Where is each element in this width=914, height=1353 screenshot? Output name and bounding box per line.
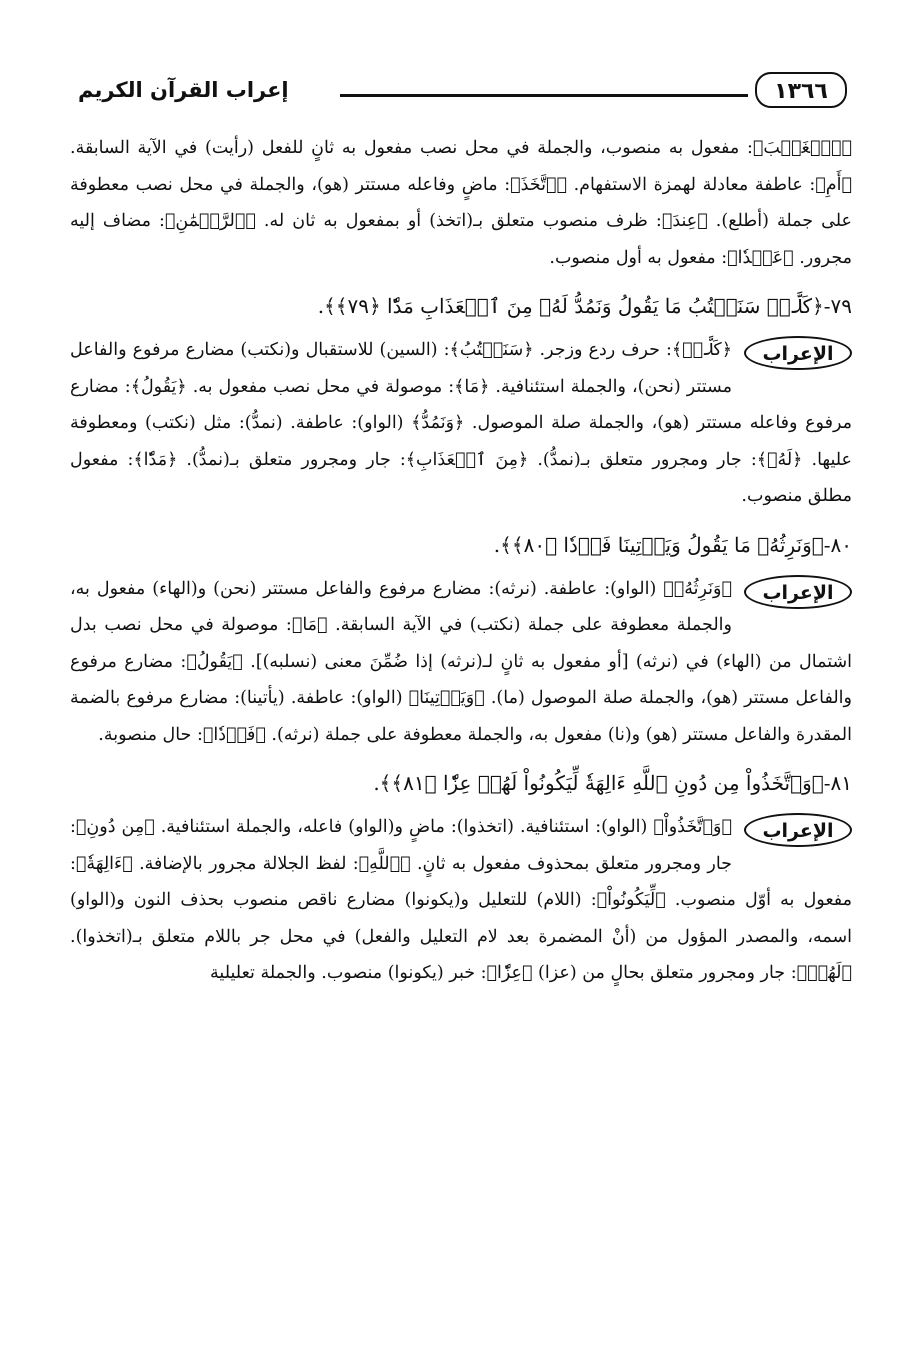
irab-paragraph: ﴿وَنَرِثُهُۥ﴾ (الواو): عاطفة. (نرثه): مضارع مرفوع والفاعل مستتر (نحن) و(الهاء) مفعول به، والجملة معطوفة على جملة (نكتب) في الآية السابقة. ﴿مَا﴾: موصولة في محل نصب بدل اشتمال من (الهاء) في (نرثه) [أو مفعول به ثانٍ لـ(نرثه) إذا ضُمِّنَ معنى (نسلبه)]. ﴿يَقُولُ﴾: مضارع مرفوع والفاعل مستتر (هو)، والجملة صلة الموصول (ما). ﴿وَيَأۡتِينَا﴾ (الواو): عاطفة. (يأتينا): مضارع مرفوع بالضمة المقدرة والفاعل مستتر (هو) و(نا) مفعول به، والجملة معطوفة على جملة (نرثه). ﴿فَرۡدٗا﴾: حال منصوبة. bbox=[70, 578, 852, 745]
book-title: إعراب القرآن الكريم bbox=[78, 78, 289, 102]
main-content bbox=[70, 130, 852, 992]
section-81 bbox=[70, 763, 852, 992]
irab-label: الإعراب bbox=[744, 575, 852, 609]
irab-paragraph: ﴿كَلَّآۚ﴾: حرف ردع وزجر. ﴿سَنَكۡتُبُ﴾: (السين) للاستقبال و(نكتب) مضارع مرفوع والفاعل مستتر (نحن)، والجملة استئنافية. ﴿مَا﴾: موصولة في محل نصب مفعول به. ﴿يَقُولُ﴾: مضارع مرفوع وفاعله مستتر (هو)، والجملة صلة الموصول. ﴿وَنَمُدُّ﴾ (الواو): عاطفة. (نمدُّ): مثل (نكتب) ومعطوفة عليها. ﴿لَهُۥ﴾: جار ومجرور متعلق بـ(نمدُّ). ﴿مِنَ ٱلۡعَذَابِ﴾: جار ومجرور متعلق بـ(نمدُّ). ﴿مَدّٗا﴾: مفعول مطلق منصوب. bbox=[70, 340, 852, 506]
verse-79: ٧٩-﴿كَلَّاۚ سَنَكۡتُبُ مَا يَقُولُ وَنَمُدُّ لَهُۥ مِنَ ٱلۡعَذَابِ مَدّٗا ﴿٧٩﴾﴾. bbox=[317, 294, 852, 318]
verse-81: ٨١-﴿وَٱتَّخَذُواْ مِن دُونِ ٱللَّهِ ءَالِهَةٗ لِّيَكُونُواْ لَهُمۡ عِزّٗا ﴿٨١﴾﴾. bbox=[373, 771, 852, 795]
irab-label: الإعراب bbox=[744, 336, 852, 370]
section-79 bbox=[70, 286, 852, 515]
page-header bbox=[70, 68, 850, 116]
verse-80: ٨٠-﴿وَنَرِثُهُۥ مَا يَقُولُ وَيَأۡتِينَا فَرۡدٗا ﴿٨٠﴾﴾. bbox=[493, 532, 852, 557]
irab-paragraph: ﴿وَٱتَّخَذُواْ﴾ (الواو): استئنافية. (اتخذوا): ماضٍ و(الواو) فاعله، والجملة استئنافية. ﴿مِن دُونِ﴾: جار ومجرور متعلق بمحذوف مفعول به ثانٍ. ﴿ٱللَّهِ﴾: لفظ الجلالة مجرور بالإضافة. ﴿ءَالِهَةٗ﴾: مفعول به أوّل منصوب. ﴿لِّيَكُونُواْ﴾: (اللام) للتعليل و(يكونوا) مضارع ناقص منصوب بحذف النون و(الواو) اسمه، والمصدر المؤول من (أنْ المضمرة بعد لام التعليل والفعل) في محل جر باللام متعلق بـ(اتخذوا). ﴿لَهُمۡ﴾: جار ومجرور متعلق بحالٍ من (عزا) ﴿عِزّٗا﴾: خبر (يكونوا) منصوب. والجملة تعليلية bbox=[70, 817, 852, 983]
header-rule bbox=[340, 94, 748, 97]
page-number: ١٣٦٦ bbox=[755, 72, 847, 108]
intro-paragraph: ﴿ٱلۡغَيۡبَ﴾: مفعول به منصوب، والجملة في محل نصب مفعول به ثانٍ للفعل (رأيت) في الآية السابقة. ﴿أَمِ﴾: عاطفة معادلة لهمزة الاستفهام. ﴿ٱتَّخَذَ﴾: ماضٍ وفاعله مستتر (هو)، والجملة في محل نصب معطوفة على جملة (أطلع). ﴿عِندَ﴾: ظرف منصوب متعلق بـ(اتخذ) أو بمفعول به ثان له. ﴿ٱلرَّحۡمَٰنِ﴾: مضاف إليه مجرور. ﴿عَهۡدٗا﴾: مفعول به أول منصوب. bbox=[70, 138, 852, 268]
section-80 bbox=[70, 525, 852, 754]
irab-label: الإعراب bbox=[744, 813, 852, 847]
